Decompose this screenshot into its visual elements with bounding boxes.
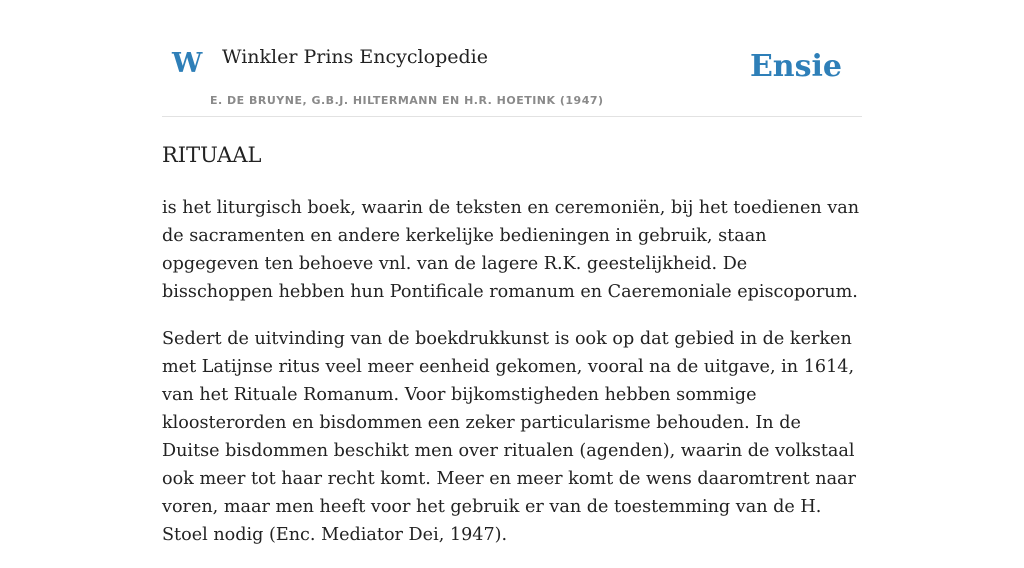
- article-paragraph: Sedert de uitvinding van de boekdrukkunst is ook op dat gebied in de kerken met Latijnse ritus veel meer eenheid gekomen, vooral na de uitgave, in 1614, van het Rituale Romanum. Voor bijkomstigheden hebben sommige kloosterorden en bisdommen een zeker particularisme behouden. In de Duitse bisdommen beschikt men over ritualen (agenden), waarin de volkstaal ook meer tot haar recht komt. Meer en meer komt de wens daaromtrent naar voren, maar men heeft voor het gebruik er van de toestemming van de H. Stoel nodig (Enc. Mediator Dei, 1947).: [162, 329, 856, 545]
- site-header: [162, 0, 862, 117]
- winkler-prins-logo[interactable]: W: [172, 48, 203, 79]
- article-title: RITUAAL: [162, 143, 262, 167]
- site-authors: E. DE BRUYNE, G.B.J. HILTERMANN EN H.R. HOETINK (1947): [210, 94, 604, 107]
- article: [162, 140, 862, 568]
- site-title[interactable]: Winkler Prins Encyclopedie: [222, 46, 488, 68]
- ensie-logo[interactable]: Ensie: [749, 49, 842, 84]
- article-paragraph: is het liturgisch boek, waarin de teksten en ceremoniën, bij het toedienen van de sacramenten en andere kerkelijke bedieningen in gebruik, staan opgegeven ten behoeve vnl. van de lagere R.K. geestelijkheid. De bisschoppen hebben hun Pontificale romanum en Caeremoniale episcoporum.: [162, 198, 860, 302]
